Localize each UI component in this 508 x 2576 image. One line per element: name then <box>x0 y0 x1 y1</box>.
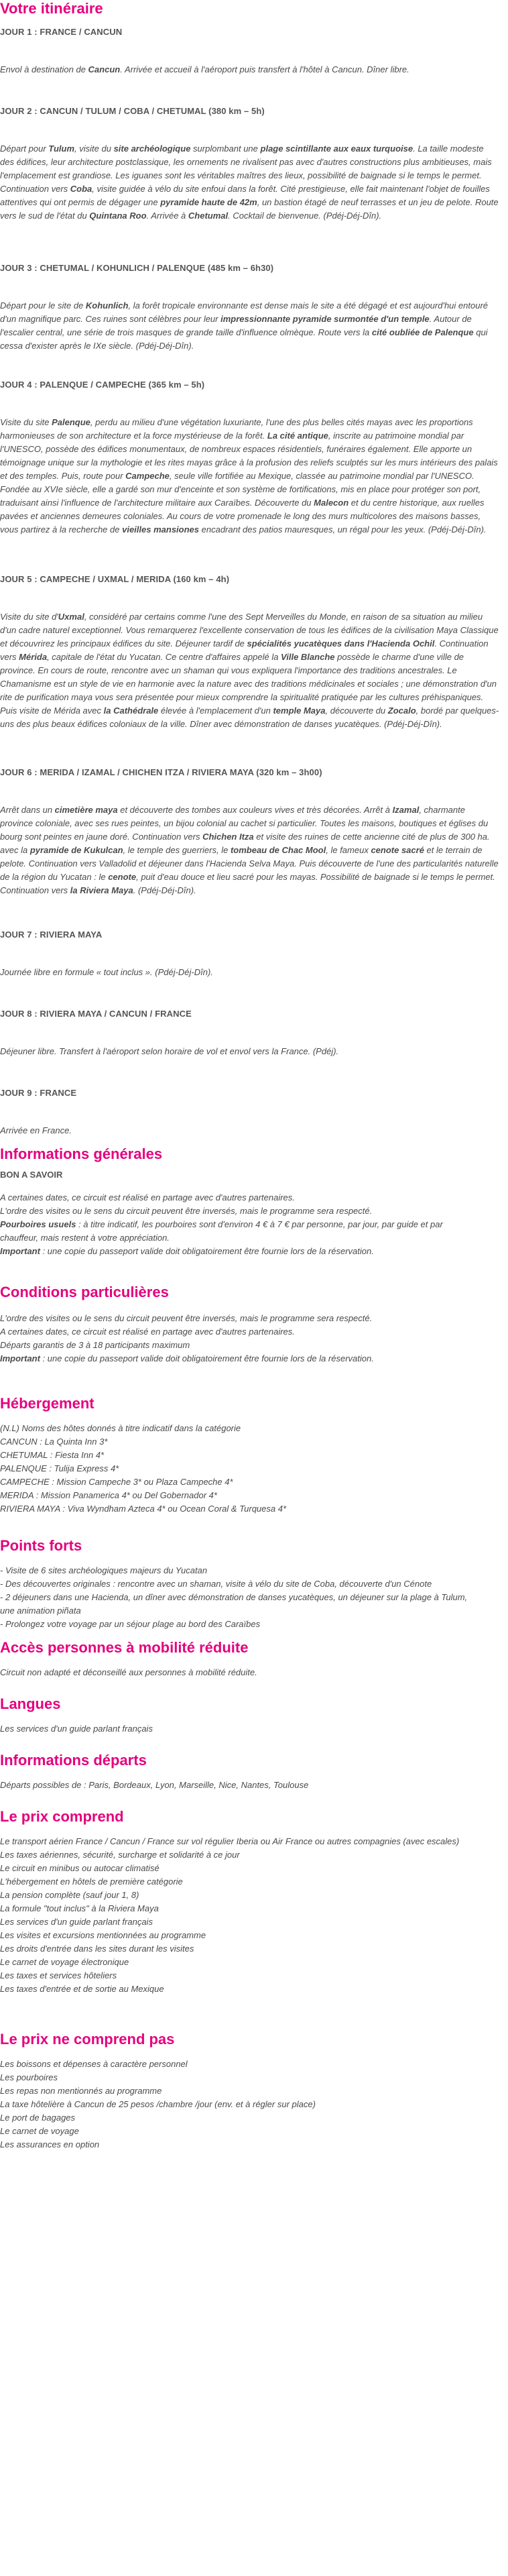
day-title: JOUR 1 : FRANCE / CANCUN <box>0 27 123 37</box>
highlight-text: Coba <box>70 184 92 194</box>
list-item: Les assurances en option <box>0 2139 100 2149</box>
text-segment: : une copie du passeport valide doit obligatoirement être fournie lors de la réservation. <box>40 1353 374 1363</box>
day-7 <box>0 928 499 979</box>
list-item: Les boissons et dépenses à caractère personnel <box>0 2059 188 2069</box>
list-item: Les taxes aériennes, sécurité, surcharge et solidarité à ce jour <box>0 1850 240 1860</box>
text-segment: surplombant une <box>190 144 261 154</box>
excluded-section <box>0 2031 499 2151</box>
highlight-text: Important <box>0 1246 40 1256</box>
day-title: JOUR 2 : CANCUN / TULUM / COBA / CHETUMAL (380 km – 5h) <box>0 106 265 116</box>
text-line <box>0 1245 499 1258</box>
list-item: Les droits d'entrée dans les sites durant les visites <box>0 1944 194 1954</box>
text-segment: , le temple des guerriers, le <box>123 845 231 855</box>
list-item: Circuit non adapté et déconseillé aux personnes à mobilité réduite. <box>0 1667 257 1677</box>
hotels-list <box>0 1422 499 1516</box>
departures-heading: Informations départs <box>0 1752 147 1769</box>
text-segment: Déjeuner libre. Transfert à l'aéroport selon horaire de vol et envol vers la France. (Pdéj). <box>0 1046 339 1056</box>
conditions-text <box>0 1312 499 1365</box>
text-segment: Journée libre en formule « tout inclus ». (Pdéj-Déj-Dîn). <box>0 967 213 977</box>
conditions-heading: Conditions particulières <box>0 1284 169 1300</box>
text-segment: et du centre historique, aux ruelles pavées et anciennes demeures coloniales. Au cours de votre promenade le long des murs multicolores des maisons basses, vous partirez à la recherche de <box>0 498 485 535</box>
text-segment: possède le charme d'une ville de province. En cours de route, rencontre avec un shaman qui vous expliquera l'importance des traditions ancestrales. Le Chamanisme est un style de vie en harmonie avec la nature avec des traditions médicinales et sociales ; une démonstration d'un rite de purification maya vous sera présentée pour mieux comprendre la spiritualité pratiquée par les cultures préhispaniques. Puis visite de Mérida avec <box>0 652 497 716</box>
languages-heading: Langues <box>0 1695 61 1712</box>
included-list <box>0 1835 499 1996</box>
list-item: (N.L) Noms des hôtes donnés à titre indicatif dans la catégorie <box>0 1423 241 1433</box>
day-title: JOUR 7 : RIVIERA MAYA <box>0 930 103 940</box>
list-item: Le port de bagages <box>0 2113 76 2123</box>
text-segment: Arrêt dans un <box>0 805 55 815</box>
conditions-section <box>0 1284 499 1365</box>
list-item: - Visite de 6 sites archéologiques majeurs du Yucatan <box>0 1565 208 1575</box>
day-title: JOUR 4 : PALENQUE / CAMPECHE (365 km – 5h) <box>0 380 205 390</box>
list-item: Les taxes et services hôteliers <box>0 1970 117 1980</box>
accessibility-text <box>0 1666 499 1679</box>
day-2 <box>0 105 499 223</box>
highlight-text: Important <box>0 1353 40 1363</box>
accessibility-section <box>0 1639 499 1679</box>
text-segment: : à titre indicatif, les pourboires sont d'environ 4 € à 7 € par personne, par jour, par guide et par <box>76 1219 443 1229</box>
excluded-heading: Le prix ne comprend pas <box>0 2031 175 2048</box>
list-item: Les taxes d'entrée et de sortie au Mexique <box>0 1984 164 1994</box>
highlight-text: spécialités yucatèques dans l'Hacienda Ochil <box>247 638 435 649</box>
highlight-text: Zocalo <box>387 706 416 716</box>
text-segment: , inscrite au patrimoine mondial par l'UNESCO, possède des édifices monumentaux, de nombreux espaces résidentiels, funéraires également. Elle apporte un témoignage unique sur la mythologie et les rites mayas grâce à la profusion des reliefs sculptés sur les murs intérieurs des palais et des temples. Puis, route pour <box>0 431 498 481</box>
highlight-text: pyramide de Kukulcan <box>29 845 123 855</box>
text-line <box>0 1205 499 1218</box>
day-description <box>0 416 499 537</box>
text-segment: et visite des ruines de cette ancienne cité de plus de 300 ha. avec la <box>0 832 490 855</box>
text-line <box>0 1312 499 1325</box>
list-item: RIVIERA MAYA : Viva Wyndham Azteca 4* ou Ocean Coral & Turquesa 4* <box>0 1504 287 1514</box>
list-item: CANCUN : La Quinta Inn 3* <box>0 1437 108 1447</box>
text-segment: . Cocktail de bienvenue. (Pdéj-Déj-Dîn). <box>228 211 382 221</box>
list-item: CHETUMAL : Fiesta Inn 4* <box>0 1450 105 1460</box>
day-title: JOUR 6 : MERIDA / IZAMAL / CHICHEN ITZA / RIVIERA MAYA (320 km – 3h00) <box>0 767 322 777</box>
list-item: Les services d'un guide parlant français <box>0 1917 153 1927</box>
list-item: - Des découvertes originales : rencontre avec un shaman, visite à vélo du site de Coba, découverte d'un Cénote <box>0 1579 432 1589</box>
day-description <box>0 610 499 731</box>
list-item: Les pourboires <box>0 2072 58 2082</box>
highlights-section <box>0 1537 499 1631</box>
day-title: JOUR 5 : CAMPECHE / UXMAL / MERIDA (160 km – 4h) <box>0 574 230 584</box>
day-description <box>0 1045 499 1058</box>
text-segment: Envol à destination de <box>0 64 88 74</box>
text-segment: , visite guidée à vélo du site enfoui dans la forêt. Cité prestigieuse, elle fait maintenant l'objet de fouilles attentives qui ont permis de dégager une <box>0 184 490 207</box>
highlight-text: pyramide haute de 42m <box>160 197 257 207</box>
list-item: La formule "tout inclus" à la Riviera Maya <box>0 1903 159 1913</box>
highlight-text: impressionnante pyramide surmontée d'un temple <box>220 314 430 324</box>
highlight-text: Uxmal <box>58 612 84 622</box>
day-1 <box>0 25 499 76</box>
list-item: MERIDA : Mission Panamerica 4* ou Del Gobernador 4* <box>0 1490 217 1500</box>
list-item: - 2 déjeuners dans une Hacienda, un dîner avec démonstration de danses yucatèques, un déjeuner sur la plage à Tulum, <box>0 1592 468 1602</box>
day-3 <box>0 262 499 353</box>
day-title: JOUR 3 : CHETUMAL / KOHUNLICH / PALENQUE (485 km – 6h30) <box>0 263 274 273</box>
text-segment: , considéré par certains comme l'une des Sept Merveilles du Monde, en raison de sa situation au milieu d'un cadre naturel exceptionnel. Vous remarquerez l'excellente conservation de tous les édifices de la civilisation Maya Classique et découvrirez les principaux édifices du site. Déjeuner tardif de <box>0 612 499 649</box>
list-item: Les services d'un guide parlant français <box>0 1724 153 1734</box>
text-segment: chauffeur, mais restent à votre appréciation. <box>0 1233 170 1243</box>
text-segment: . (Pdéj-Déj-Dîn). <box>133 885 196 895</box>
highlight-text: temple Maya <box>273 706 326 716</box>
list-item: Le transport aérien France / Cancun / France sur vol régulier Iberia ou Air France ou autres compagnies (avec escales) <box>0 1836 460 1846</box>
text-segment: L'ordre des visites ou le sens du circuit peuvent être inversés, mais le programme sera respecté. <box>0 1206 373 1216</box>
day-description <box>0 299 499 353</box>
general-info-text <box>0 1191 499 1258</box>
highlight-text: Chichen Itza <box>202 832 254 842</box>
text-segment: Arrivée en France. <box>0 1125 72 1135</box>
text-line <box>0 1231 499 1245</box>
highlight-text: la Cathédrale <box>103 706 159 716</box>
highlight-text: Chetumal <box>188 211 229 221</box>
excluded-list <box>0 2058 499 2151</box>
highlight-text: cimetière maya <box>54 805 118 815</box>
text-segment: A certaines dates, ce circuit est réalisé en partage avec d'autres partenaires. <box>0 1192 295 1202</box>
text-segment: . Arrivée et accueil à l'aéroport puis transfert à l'hôtel à Cancun. Dîner libre. <box>120 64 409 74</box>
text-segment: Départ pour le site de <box>0 300 86 311</box>
text-line <box>0 1352 499 1365</box>
text-segment: , bordé par quelques-uns des plus beaux édifices coloniaux de la ville. Dîner avec démonstration de danses yucatèques. (Pdéj-Déj-Dîn). <box>0 706 499 729</box>
highlight-text: Campeche <box>125 471 170 481</box>
general-info-section <box>0 1145 499 1258</box>
text-segment: , le fameux <box>326 845 371 855</box>
text-segment: , visite du <box>74 144 114 154</box>
highlight-text: Izamal <box>392 805 420 815</box>
day-description <box>0 142 499 223</box>
itinerary-section <box>0 0 499 17</box>
text-segment: , perdu au milieu d'une végétation luxuriante, l'une des plus belles cités mayas avec les proportions harmonieuses de son architecture et la force mystérieuse de la forêt. <box>0 417 473 441</box>
text-segment: . Arrivée à <box>146 211 188 221</box>
text-segment: . Continuation vers <box>0 638 489 662</box>
text-segment: et le terrain de pelote. Continuation vers Valladolid et déjeuner dans l'Hacienda Selva Maya. Puis découverte de l'une des particularités naturelle de la région du Yucatan : le <box>0 845 499 882</box>
text-line <box>0 1339 499 1352</box>
list-item: Le carnet de voyage électronique <box>0 1957 129 1967</box>
text-segment: Visite du site <box>0 417 52 427</box>
text-segment: , seule ville fortifiée au Mexique, classée au patrimoine mondial par l'UNESCO. Fondée au XVIe siècle, elle a gardé son mur d'enceinte et son système de fortifications, mis en place pour protéger son port, traduisant ainsi l'influence de l'architecture militaire aux Caraïbes. Découverte du <box>0 471 481 508</box>
text-segment: , puit d'eau douce et lieu sacré pour les mayas. Possibilité de baignade si le temps le permet. Continuation vers <box>0 872 495 895</box>
day-description <box>0 803 499 897</box>
day-6 <box>0 766 499 897</box>
day-8 <box>0 1007 499 1058</box>
day-title: JOUR 9 : FRANCE <box>0 1088 77 1098</box>
list-item: Départs possibles de : Paris, Bordeaux, Lyon, Marseille, Nice, Nantes, Toulouse <box>0 1780 309 1790</box>
highlight-text: Mérida <box>19 652 48 662</box>
list-item: CAMPECHE : Mission Campeche 3* ou Plaza Campeche 4* <box>0 1477 233 1487</box>
list-item: La pension complète (sauf jour 1, 8) <box>0 1890 139 1900</box>
text-line <box>0 1191 499 1205</box>
included-section <box>0 1808 499 1996</box>
text-segment: Visite du site d' <box>0 612 58 622</box>
hotels-heading: Hébergement <box>0 1395 94 1412</box>
highlight-text: tombeau de Chac Mool <box>230 845 326 855</box>
list-item: Le circuit en minibus ou autocar climatisé <box>0 1863 160 1873</box>
text-segment: encadrant des patios mauresques, un régal pour les yeux. (Pdéj-Déj-Dîn). <box>199 524 487 535</box>
list-item: L'hébergement en hôtels de première catégorie <box>0 1877 183 1887</box>
day-4 <box>0 378 499 537</box>
list-item: Les repas non mentionnés au programme <box>0 2086 162 2096</box>
departures-section <box>0 1752 499 1792</box>
highlight-text: site archéologique <box>113 144 191 154</box>
highlight-text: cité oubliée de Palenque <box>371 327 474 337</box>
text-segment: : une copie du passeport valide doit obligatoirement être fournie lors de la réservation. <box>40 1246 374 1256</box>
highlight-text: La cité antique <box>267 431 328 441</box>
highlight-text: cenote sacré <box>371 845 424 855</box>
text-segment: , charmante province coloniale, avec ses rues peintes, un bijou colonial au cachet si particulier. Toutes les maisons, boutiques et églises du bourg sont peintes en jaune doré. Continuation vers <box>0 805 489 842</box>
included-heading: Le prix comprend <box>0 1808 124 1825</box>
list-item: La taxe hôtelière à Cancun de 25 pesos /chambre /jour (env. et à régler sur place) <box>0 2099 316 2109</box>
highlights-list <box>0 1564 499 1631</box>
highlight-text: Ville Blanche <box>281 652 335 662</box>
list-item: PALENQUE : Tulija Express 4* <box>0 1463 119 1473</box>
highlights-heading: Points forts <box>0 1537 82 1554</box>
list-item: Les visites et excursions mentionnées au programme <box>0 1930 206 1940</box>
day-9 <box>0 1086 499 1137</box>
text-segment: qui cessa d'exister après le IXe siècle. (Pdéj-Déj-Dîn). <box>0 327 488 351</box>
text-segment: , la forêt tropicale environnante est dense mais le site a été dégagé et est aujourd'hui entouré d'un magnifique parc. Ces ruines sont célèbres pour leur <box>0 300 489 324</box>
text-line <box>0 1325 499 1339</box>
text-segment: A certaines dates, ce circuit est réalisé en partage avec d'autres partenaires. <box>0 1327 295 1337</box>
highlight-text: la Riviera Maya <box>70 885 133 895</box>
highlight-text: Quintana Roo <box>89 211 147 221</box>
text-segment: L'ordre des visites ou le sens du circuit peuvent être inversés, mais le programme sera respecté. <box>0 1313 373 1323</box>
highlight-text: plage scintillante aux eaux turquoise <box>260 144 414 154</box>
text-segment: , un bastion étagé de neuf terrasses et un jeu de pelote. Route vers le sud de l'état du <box>0 197 499 221</box>
text-segment: Départs garantis de 3 à 18 participants maximum <box>0 1340 190 1350</box>
highlight-text: Palenque <box>52 417 90 427</box>
highlight-text: Pourboires usuels <box>0 1219 76 1229</box>
languages-text <box>0 1722 499 1736</box>
day-description <box>0 1124 499 1137</box>
text-segment: Départ pour <box>0 144 49 154</box>
text-segment: , découverte du <box>325 706 388 716</box>
list-item: une animation piñata <box>0 1606 81 1616</box>
text-segment: élevée à l'emplacement d'un <box>158 706 273 716</box>
highlight-text: Malecon <box>314 498 349 508</box>
itinerary-heading: Votre itinéraire <box>0 0 103 17</box>
languages-section <box>0 1695 499 1736</box>
highlight-text: Tulum <box>48 144 75 154</box>
good-to-know-label: BON A SAVOIR <box>0 1170 63 1180</box>
text-segment: , capitale de l'état du Yucatan. Ce centre d'affaires appelé la <box>47 652 281 662</box>
day-title: JOUR 8 : RIVIERA MAYA / CANCUN / FRANCE <box>0 1009 192 1019</box>
highlight-text: cenote <box>108 872 137 882</box>
departures-text <box>0 1779 499 1792</box>
hotels-section <box>0 1395 499 1516</box>
day-description <box>0 966 499 979</box>
text-segment: . La taille modeste des édifices, leur architecture postclassique, les ornements ne rivalisent pas avec d'autres constructions plus ambitieuses, mais l'emplacement est grandiose. Les iguanes sont les véritables maîtres des lieux, possibilité de baignade si le temps le permet. Continuation vers <box>0 144 492 194</box>
text-segment: et découverte des tombes aux couleurs vives et très décorées. Arrêt à <box>117 805 393 815</box>
accessibility-heading: Accès personnes à mobilité réduite <box>0 1639 249 1656</box>
text-segment: . Autour de l'escalier central, une série de trois masques de grande taille d'influence olmèque. Route vers la <box>0 314 472 337</box>
general-info-heading: Informations générales <box>0 1145 163 1162</box>
text-line <box>0 1218 499 1231</box>
list-item: - Prolongez votre voyage par un séjour plage au bord des Caraïbes <box>0 1619 261 1629</box>
highlight-text: vieilles mansiones <box>122 524 200 535</box>
day-description <box>0 63 499 76</box>
day-5 <box>0 573 499 731</box>
list-item: Le carnet de voyage <box>0 2126 79 2136</box>
highlight-text: Cancun <box>88 64 121 74</box>
highlight-text: Kohunlich <box>85 300 129 311</box>
